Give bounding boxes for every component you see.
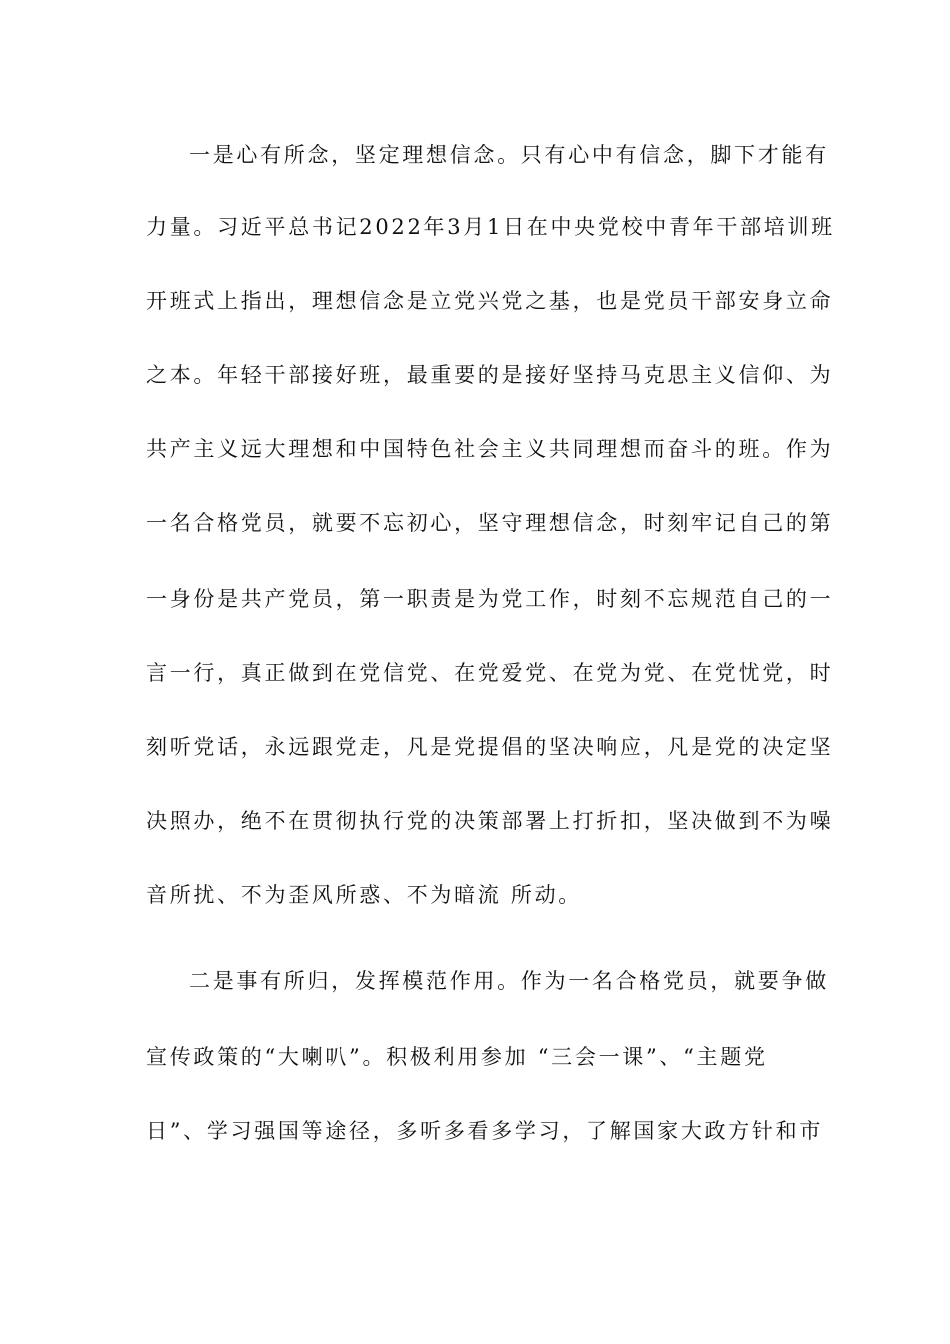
paragraph-1-line-6: 一名合格党员，就要不忘初心，坚守理想信念，时刻牢记自己的第 (146, 511, 834, 535)
paragraph-2-line-2: 宣传政策的“大喇叭”。积极利用参加 “三会一课”、“主题党 (146, 1045, 768, 1069)
paragraph-1-line-11: 音所扰、不为歪风所惑、不为暗流 所动。 (146, 883, 582, 907)
paragraph-2-line-3: 日”、学习强国等途径，多听多看多学习，了解国家大政方针和市 (146, 1119, 824, 1143)
paragraph-1-line-8: 言一行，真正做到在党信党、在党爱党、在党为党、在党忧党，时 (146, 661, 834, 685)
paragraph-1-line-2: 力量。习近平总书记2022年3月1日在中央党校中青年干部培训班 (146, 215, 835, 239)
paragraph-1-line-9: 刻听党话，永远跟党走，凡是党提倡的坚决响应，凡是党的决定坚 (146, 735, 834, 759)
paragraph-1-line-5: 共产主义远大理想和中国特色社会主义共同理想而奋斗的班。作为 (146, 437, 834, 461)
paragraph-1-line-3: 开班式上指出，理想信念是立党兴党之基，也是党员干部安身立命 (146, 289, 834, 313)
paragraph-2-line-1: 二是事有所归，发挥模范作用。作为一名合格党员，就要争做 (189, 969, 829, 993)
paragraph-1-line-7: 一身份是共产党员，第一职责是为党工作，时刻不忘规范自己的一 (146, 587, 834, 611)
paragraph-1-line-4: 之本。年轻干部接好班，最重要的是接好坚持马克思主义信仰、为 (146, 363, 834, 387)
paragraph-1-line-10: 决照办，绝不在贯彻执行党的决策部署上打折扣，坚决做到不为噪 (146, 809, 834, 833)
paragraph-1-line-1: 一是心有所念，坚定理想信念。只有心中有信念，脚下才能有 (189, 143, 829, 167)
